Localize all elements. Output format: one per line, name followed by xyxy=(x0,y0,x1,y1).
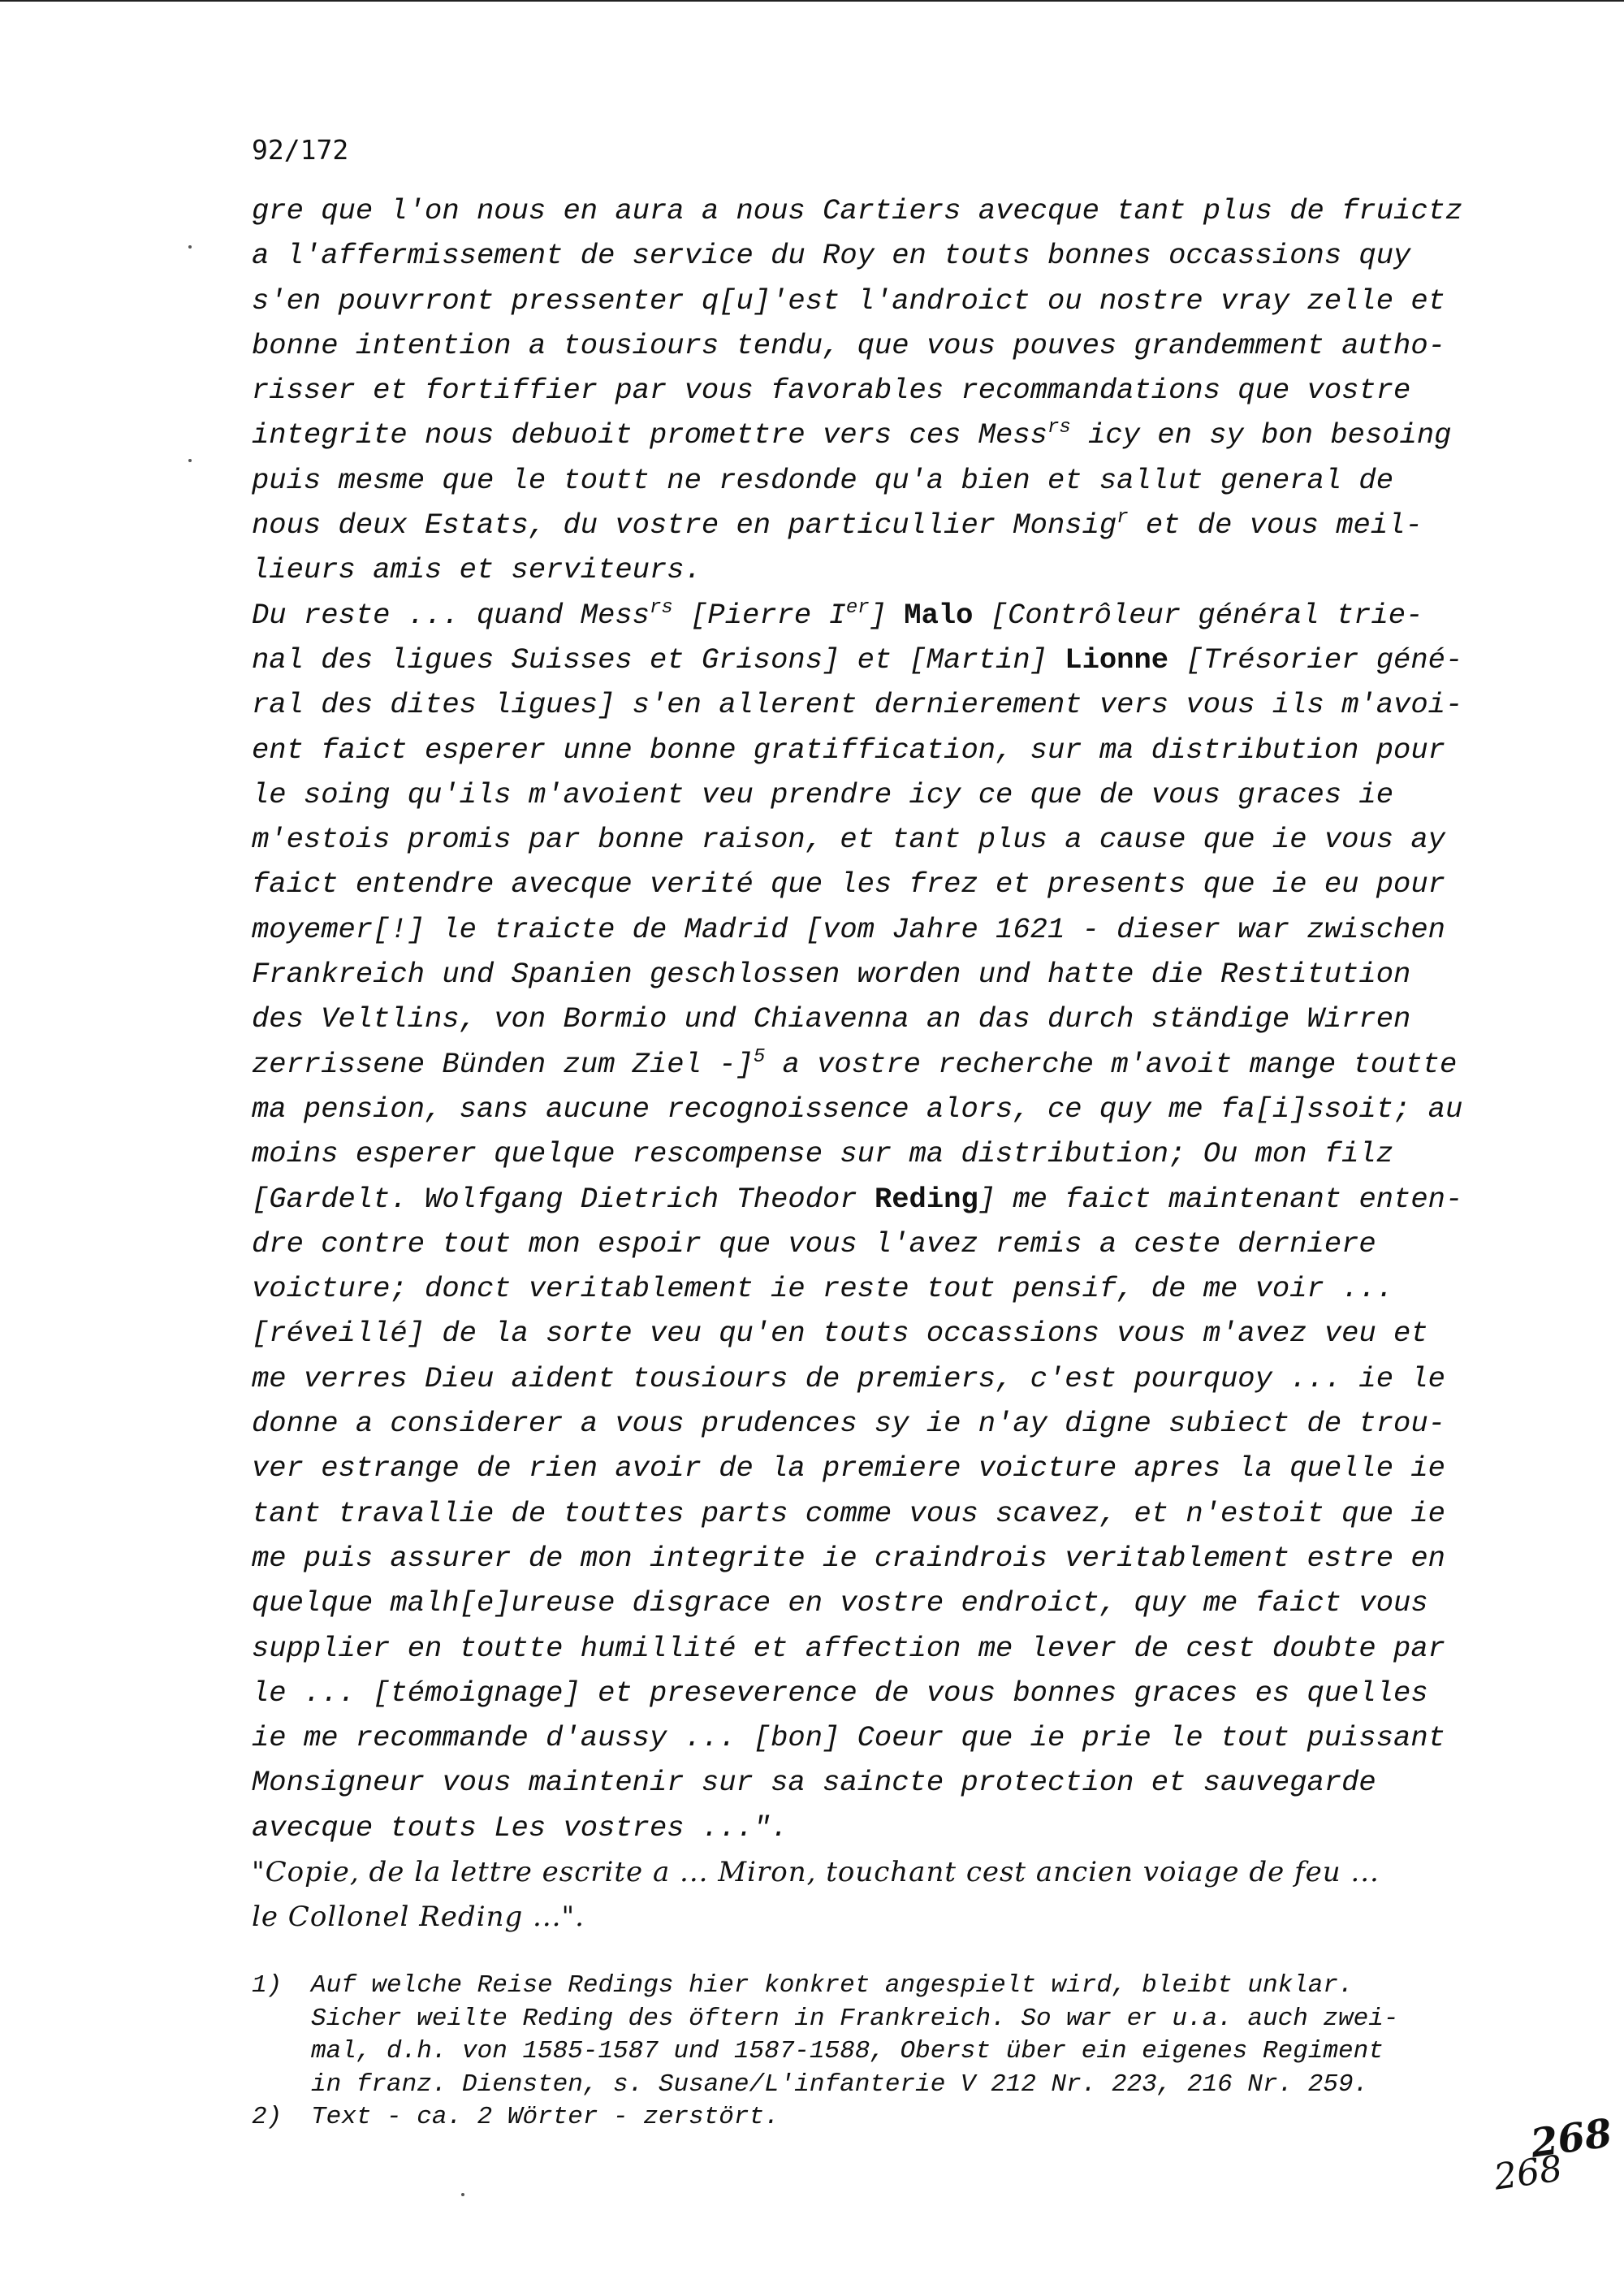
bold-name: Reding xyxy=(874,1182,978,1216)
text-line: Frankreich und Spanien geschlossen worden und hatte die Restitution xyxy=(252,958,1411,992)
text-line: moins esperer quelque rescompense sur ma distribution; Ou mon filz xyxy=(252,1137,1394,1171)
bold-name: Lionne xyxy=(1065,642,1169,677)
text-line: puis mesme que le toutt ne resdonde qu'a bien et sallut general de xyxy=(252,463,1394,497)
bold-name: Malo xyxy=(904,598,974,632)
text-line: bonne intention a tousiours tendu, que vous pouves grandemment autho- xyxy=(252,328,1445,362)
text-line: faict entendre avecque verité que les frez et presents que ie eu pour xyxy=(252,867,1445,902)
script-text-line: le Collonel Reding ...". xyxy=(252,1901,585,1934)
text-line: Du reste ... quand Mess$^{rs}$ [Pierre Ier] Malo [Contrôleur général trie- xyxy=(252,596,1423,632)
text-line: lieurs amis et serviteurs. xyxy=(252,553,702,587)
footnote xyxy=(252,1970,1518,2101)
superscript: er xyxy=(845,596,870,619)
document-number: 92/172 xyxy=(252,134,349,166)
text-line: m'estois promis par bonne raison, et tant plus a cause que ie vous ay xyxy=(252,823,1445,857)
text-line: ral des dites ligues] s'en allerent dernierement vers vous ils m'avoi- xyxy=(252,688,1463,722)
text-line: le soing qu'ils m'avoient veu prendre icy ce que de vous graces ie xyxy=(252,777,1394,811)
footnote xyxy=(252,2101,1518,2134)
text-line: integrite nous debuoit promettre vers ces Mess$^{rs}$ icy en sy bon besoing xyxy=(252,417,1452,452)
text-line: moyemer[!] le traicte de Madrid [vom Jahre 1621 - dieser war zwischen xyxy=(252,912,1445,946)
text-line: ent faict esperer unne bonne gratiffication, sur ma distribution pour xyxy=(252,733,1445,767)
text-line: me verres Dieu aident tousiours de premiers, c'est pourquoy ... ie le xyxy=(252,1361,1445,1395)
text-line: tant travallie de touttes parts comme vous scavez, et n'estoit que ie xyxy=(252,1496,1445,1530)
text-line: le ... [témoignage] et preseverence de vous bonnes graces es quelles xyxy=(252,1676,1428,1710)
scan-speck xyxy=(461,2193,464,2196)
text-line: gre que l'on nous en aura a nous Cartiers avecque tant plus de fruictz xyxy=(252,194,1463,227)
letter-body xyxy=(252,188,1502,1940)
text-line: ma pension, sans aucune recognoissence alors, ce quy me fa[i]ssoit; au xyxy=(252,1092,1463,1126)
scan-speck xyxy=(188,459,192,462)
text-line: supplier en toutte humillité et affection me lever de cest doubte par xyxy=(252,1631,1445,1665)
footnote-text: Auf welche Reise Redings hier konkret angespielt wird, bleibt unklar. Sicher weilte Reding des öftern in Frankreich. So war er u.a. auch zwei- mal, d.h. von 1585-1587 und 1587-1588, Oberst über ein eigenes Regiment in franz. Diensten, s. Susane/L'infanterie V 212 Nr. 223, 216 Nr. 259. xyxy=(311,1971,1399,2099)
text-line: [Gardelt. Wolfgang Dietrich Theodor Reding] me faict maintenant enten- xyxy=(252,1182,1463,1216)
scan-top-edge xyxy=(0,0,1624,2)
text-line: [réveillé] de la sorte veu qu'en touts occassions vous m'avez veu et xyxy=(252,1317,1428,1351)
footnote-number: 2) xyxy=(252,2103,283,2131)
superscript: 5 xyxy=(753,1045,766,1068)
handwritten-page-number: 268 xyxy=(1527,2110,1615,2167)
text-line: donne a considerer a vous prudences sy ie n'ay digne subiect de trou- xyxy=(252,1407,1445,1441)
scan-speck xyxy=(188,245,192,249)
footnote-number: 1) xyxy=(252,1971,283,2000)
text-line: ver estrange de rien avoir de la premiere voicture apres la quelle ie xyxy=(252,1451,1445,1486)
text-line: voicture; donct veritablement ie reste tout pensif, de me voir ... xyxy=(252,1272,1394,1306)
superscript: rs xyxy=(649,596,673,619)
footnote-text: Text - ca. 2 Wörter - zerstört. xyxy=(311,2103,780,2131)
superscript: rs xyxy=(1047,417,1071,439)
text-line: me puis assurer de mon integrite ie craindrois veritablement estre en xyxy=(252,1541,1445,1575)
text-line: nal des ligues Suisses et Grisons] et [Martin] Lionne [Trésorier géné- xyxy=(252,642,1463,677)
handwritten-page-number-struck: 268 xyxy=(1491,2147,1566,2199)
script-text-line: "Copie, de la lettre escrite a ... Miron, touchant cest ancien voiage de feu ... xyxy=(252,1855,1380,1888)
text-line: nous deux Estats, du vostre en particullier Monsig$^r$ et de vous meil- xyxy=(252,507,1423,543)
footnotes xyxy=(252,1970,1518,2134)
text-line: risser et fortiffier par vous favorables recommandations que vostre xyxy=(252,374,1411,408)
text-line: dre contre tout mon espoir que vous l'avez remis a ceste derniere xyxy=(252,1226,1376,1261)
superscript: r xyxy=(1116,507,1129,530)
text-line: s'en pouvrront pressenter q[u]'est l'androict ou nostre vray zelle et xyxy=(252,283,1445,318)
text-line: zerrissene Bünden zum Ziel -]$^5$ a vostre recherche m'avoit mange toutte xyxy=(252,1045,1458,1081)
text-line: a l'affermissement de service du Roy en touts bonnes occassions quy xyxy=(252,239,1411,273)
text-line: ie me recommande d'aussy ... [bon] Coeur que ie prie le tout puissant xyxy=(252,1721,1445,1755)
text-line: des Veltlins, von Bormio und Chiavenna an das durch ständige Wirren xyxy=(252,1002,1411,1036)
text-line: avecque touts Les vostres ...". xyxy=(252,1810,788,1845)
text-line: Monsigneur vous maintenir sur sa saincte protection et sauvegarde xyxy=(252,1766,1376,1800)
text-line: quelque malh[e]ureuse disgrace en vostre endroict, quy me faict vous xyxy=(252,1586,1428,1620)
